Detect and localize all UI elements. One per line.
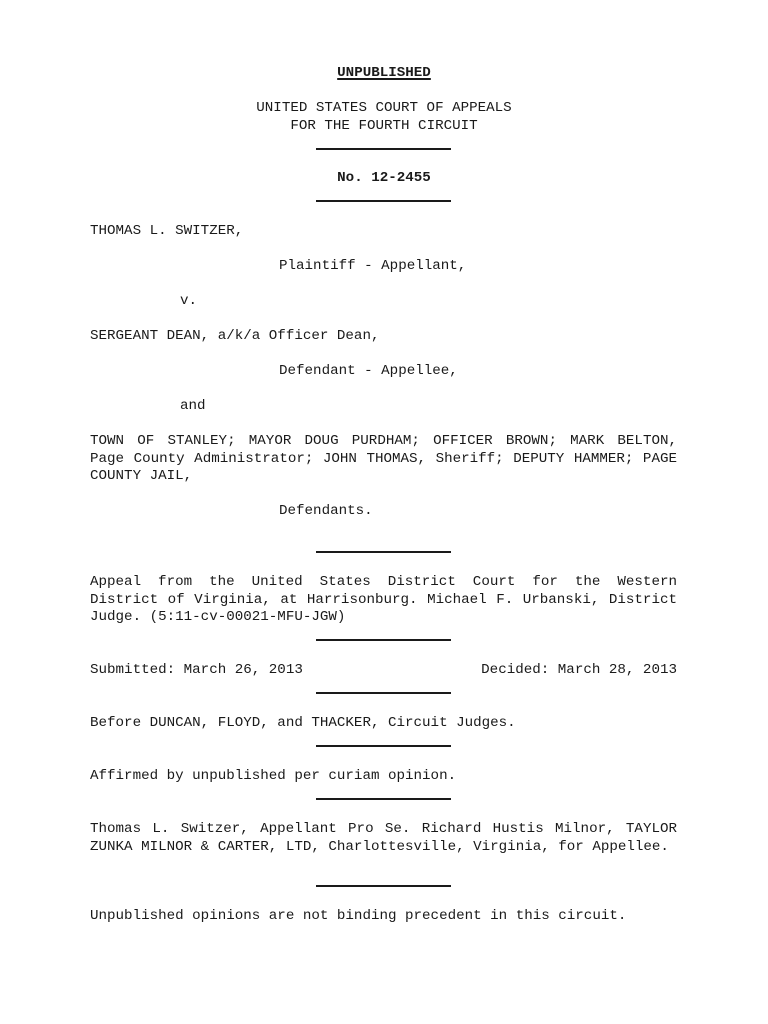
case-number: No. 12-2455 [337,170,431,186]
appeal-paragraph: Appeal from the United States District Court for the Western District of Virginia, at Harrisonburg. Michael F. Urbanski, District Judge. (5:11-cv-00021-MFU-JGW) [90,574,677,626]
plaintiff-name: THOMAS L. SWITZER, [90,223,244,239]
divider [316,551,451,553]
defendant-role: Defendant - Appellee, [279,363,458,379]
court-name-line1: UNITED STATES COURT OF APPEALS [256,100,512,116]
divider [316,200,451,202]
other-defendants-role: Defendants. [279,503,373,519]
dates-row [90,662,677,680]
unpublished-heading: UNPUBLISHED [337,65,431,81]
conjunction-and: and [180,398,206,414]
court-name [0,100,768,135]
defendant-name: SERGEANT DEAN, a/k/a Officer Dean, [90,328,380,344]
panel-judges: Before DUNCAN, FLOYD, and THACKER, Circuit Judges. [90,715,516,731]
submitted-date: Submitted: March 26, 2013 [90,662,303,678]
precedent-notice: Unpublished opinions are not binding precedent in this circuit. [90,908,627,924]
divider [316,692,451,694]
plaintiff-role: Plaintiff - Appellant, [279,258,467,274]
divider [316,639,451,641]
divider [316,798,451,800]
decided-date: Decided: March 28, 2013 [481,662,677,678]
divider [316,745,451,747]
court-name-line2: FOR THE FOURTH CIRCUIT [290,117,478,134]
other-defendants: TOWN OF STANLEY; MAYOR DOUG PURDHAM; OFFICER BROWN; MARK BELTON, Page County Administrator; JOHN THOMAS, Sheriff; DEPUTY HAMMER; PAGE COUNTY JAIL, [90,433,677,485]
counsel-paragraph: Thomas L. Switzer, Appellant Pro Se. Richard Hustis Milnor, TAYLOR ZUNKA MILNOR & CARTER, LTD, Charlottesville, Virginia, for Appellee. [90,821,677,855]
versus: v. [180,293,198,309]
divider [316,148,451,150]
divider [316,885,451,887]
disposition: Affirmed by unpublished per curiam opinion. [90,768,457,784]
